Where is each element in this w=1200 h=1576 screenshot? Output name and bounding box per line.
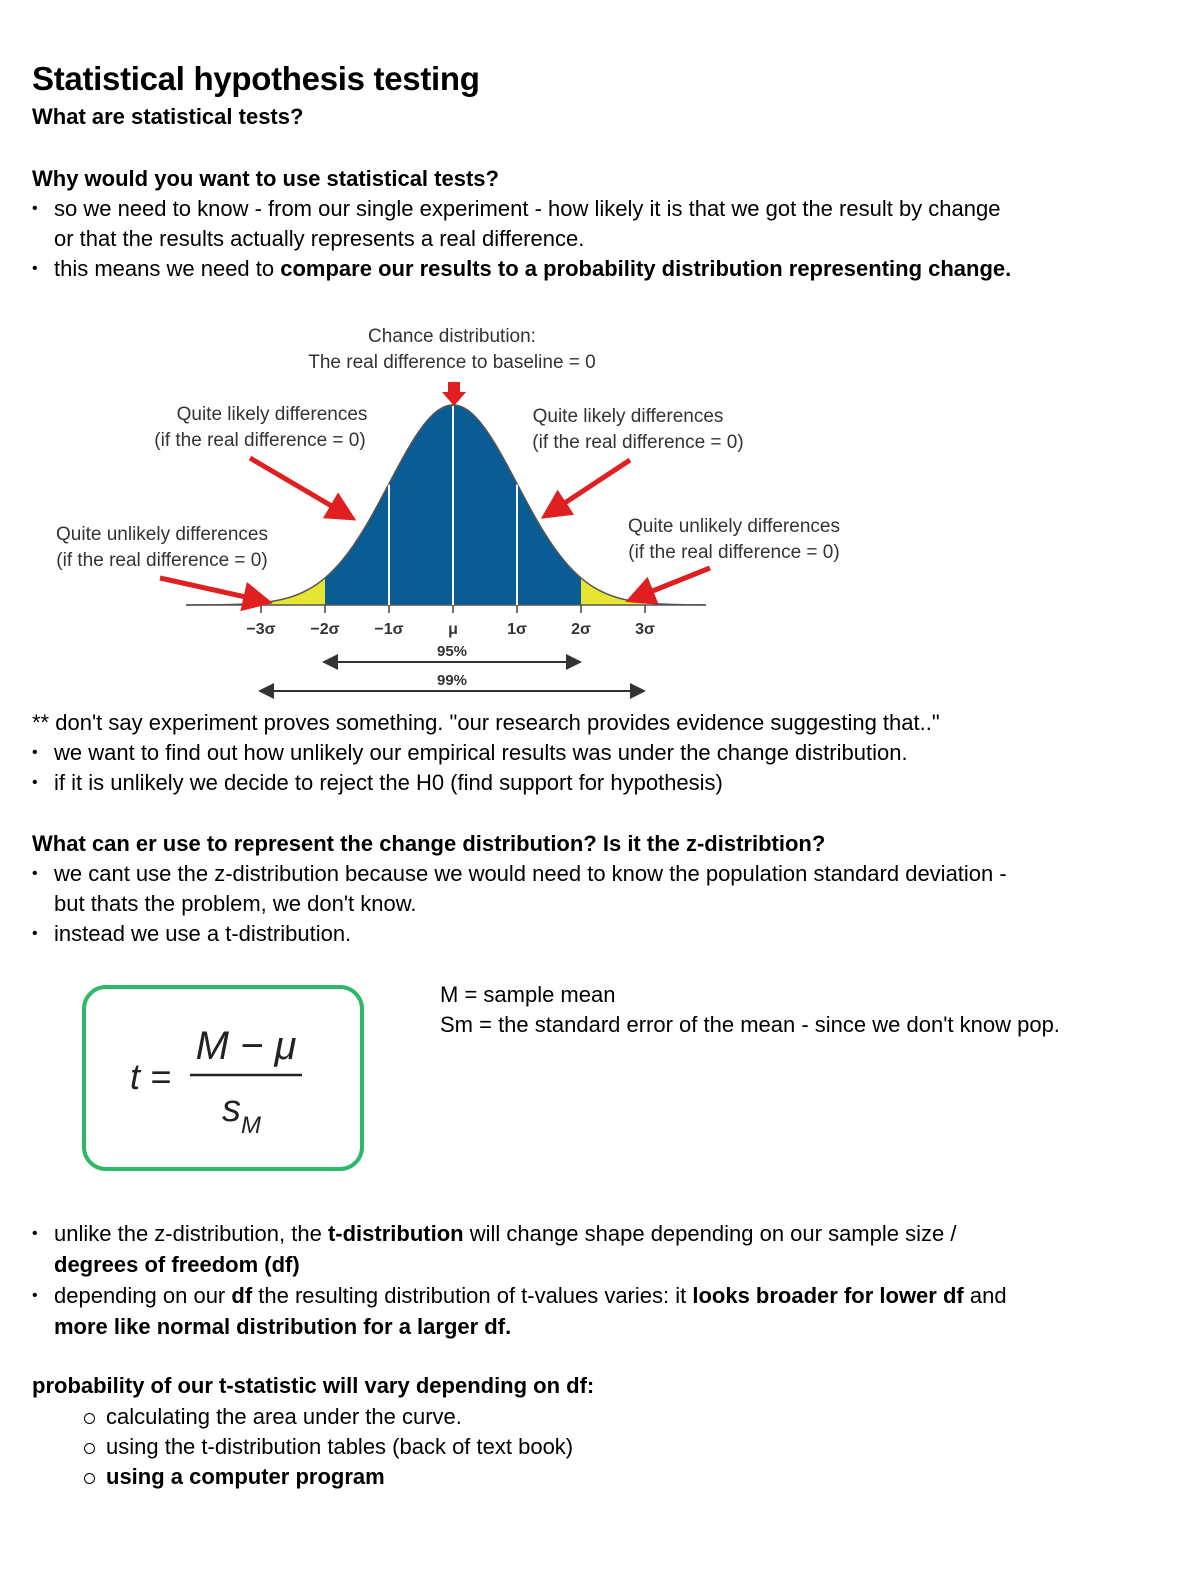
range-99-label: 99% [436,672,468,689]
t-formula-box [82,985,364,1171]
figure-top-label-2: The real difference to baseline = 0 [308,352,596,373]
axis-tick-label: 1σ [507,621,527,638]
note-text: ** don't say experiment proves something. "our research provides evidence suggesting that.." [32,710,940,735]
likely-right-arrow-icon [545,460,630,516]
unlikely-label-left-1: Quite unlikely differences [56,524,268,545]
definition-m: M = sample mean [440,982,616,1007]
formula-denominator: s [222,1088,241,1130]
why-bullet-list [30,194,1180,284]
axis-tick-label: −3σ [246,621,276,638]
list-item [30,859,1180,919]
unlikely-label-left-2: (if the real difference = 0) [56,550,268,571]
bullet-text: instead we use a t-distribution. [54,921,352,946]
page-title: Statistical hypothesis testing [32,60,480,97]
list-item [30,254,1180,284]
bullet-bold-text: looks broader for lower df [692,1283,964,1308]
list-item: using a computer program [82,1462,1082,1492]
note-bullet-list [30,738,1180,798]
method-list [82,1402,1082,1492]
axis-ticks [246,605,655,638]
unlikely-left-arrow-icon [160,578,268,602]
bullet-bold-text: compare our results to a probability distribution representing change. [280,256,1012,281]
likely-label-left-2: (if the real difference = 0) [154,430,366,451]
definition-sm: Sm = the standard error of the mean - since we don't know pop. [440,1012,1060,1037]
bullet-text: depending on our [54,1283,232,1308]
bullet-text: this means we need to [54,256,281,281]
formula-definitions [440,980,1060,1040]
center-arrow-icon [442,382,466,406]
bullet-text: and [963,1283,1007,1308]
axis-tick-label: 3σ [635,621,655,638]
axis-tick-label: 2σ [571,621,591,638]
figure-top-label-1: Chance distribution: [368,326,536,347]
bullet-bold-text: more like normal distribution for a larger df. [54,1314,512,1339]
bullet-text: unlike the z-distribution, the [54,1221,328,1246]
t-formula [86,989,360,1167]
bullet-text: so we need to know - from our single experiment - how likely it is that we got the result by change [54,196,1001,221]
t-bullet-list [30,1218,1180,1342]
bullet-text-continued: or that the results actually represents a real difference. [54,226,585,251]
range-95-label: 95% [436,643,468,660]
z-bullet-list [30,859,1180,949]
bullet-text: the resulting distribution of t-values varies: it [252,1283,693,1308]
bullet-bold-text: t-distribution [327,1221,464,1246]
formula-denominator-subscript: M [241,1112,261,1139]
question-what-are-tests: What are statistical tests? [32,104,304,129]
axis-tick-label: −1σ [374,621,404,638]
list-item: using the t-distribution tables (back of text book) [82,1432,1082,1462]
unlikely-label-right-2: (if the real difference = 0) [628,542,840,563]
formula-numerator: M − μ [195,1024,297,1068]
question-change-distribution: What can er use to represent the change distribution? Is it the z-distribtion? [32,831,826,856]
axis-tick-label: μ [448,621,458,638]
unlikely-label-right-1: Quite unlikely differences [628,516,840,537]
bullet-text: we cant use the z-distribution because we would need to know the population standard deviation - [54,861,1007,886]
list-item: • if it is unlikely we decide to reject the H0 (find support for hypothesis) [30,768,1180,798]
likely-label-right-1: Quite likely differences [532,406,724,427]
likely-label-right-2: (if the real difference = 0) [532,432,744,453]
likely-left-arrow-icon [250,458,352,518]
list-item [30,1280,1180,1342]
list-item [30,1218,1180,1280]
question-probability-df: probability of our t-statistic will vary depending on df: [32,1373,595,1398]
question-why-use-tests: Why would you want to use statistical tests? [32,166,499,191]
bullet-text-continued: but thats the problem, we don't know. [54,891,417,916]
normal-distribution-figure [0,300,1200,710]
list-item: calculating the area under the curve. [82,1402,1082,1432]
axis-tick-label: −2σ [310,621,340,638]
formula-lhs: t = [130,1056,172,1097]
bullet-bold-text: degrees of freedom (df) [54,1252,300,1277]
list-item [30,919,1180,949]
bullet-text: will change shape depending on our sample size / [463,1221,957,1246]
list-item: • we want to find out how unlikely our empirical results was under the change distribution. [30,738,1180,768]
likely-label-left-1: Quite likely differences [176,404,368,425]
unlikely-right-arrow-icon [630,568,710,600]
list-item [30,194,1180,254]
bullet-bold-text: df [231,1283,253,1308]
